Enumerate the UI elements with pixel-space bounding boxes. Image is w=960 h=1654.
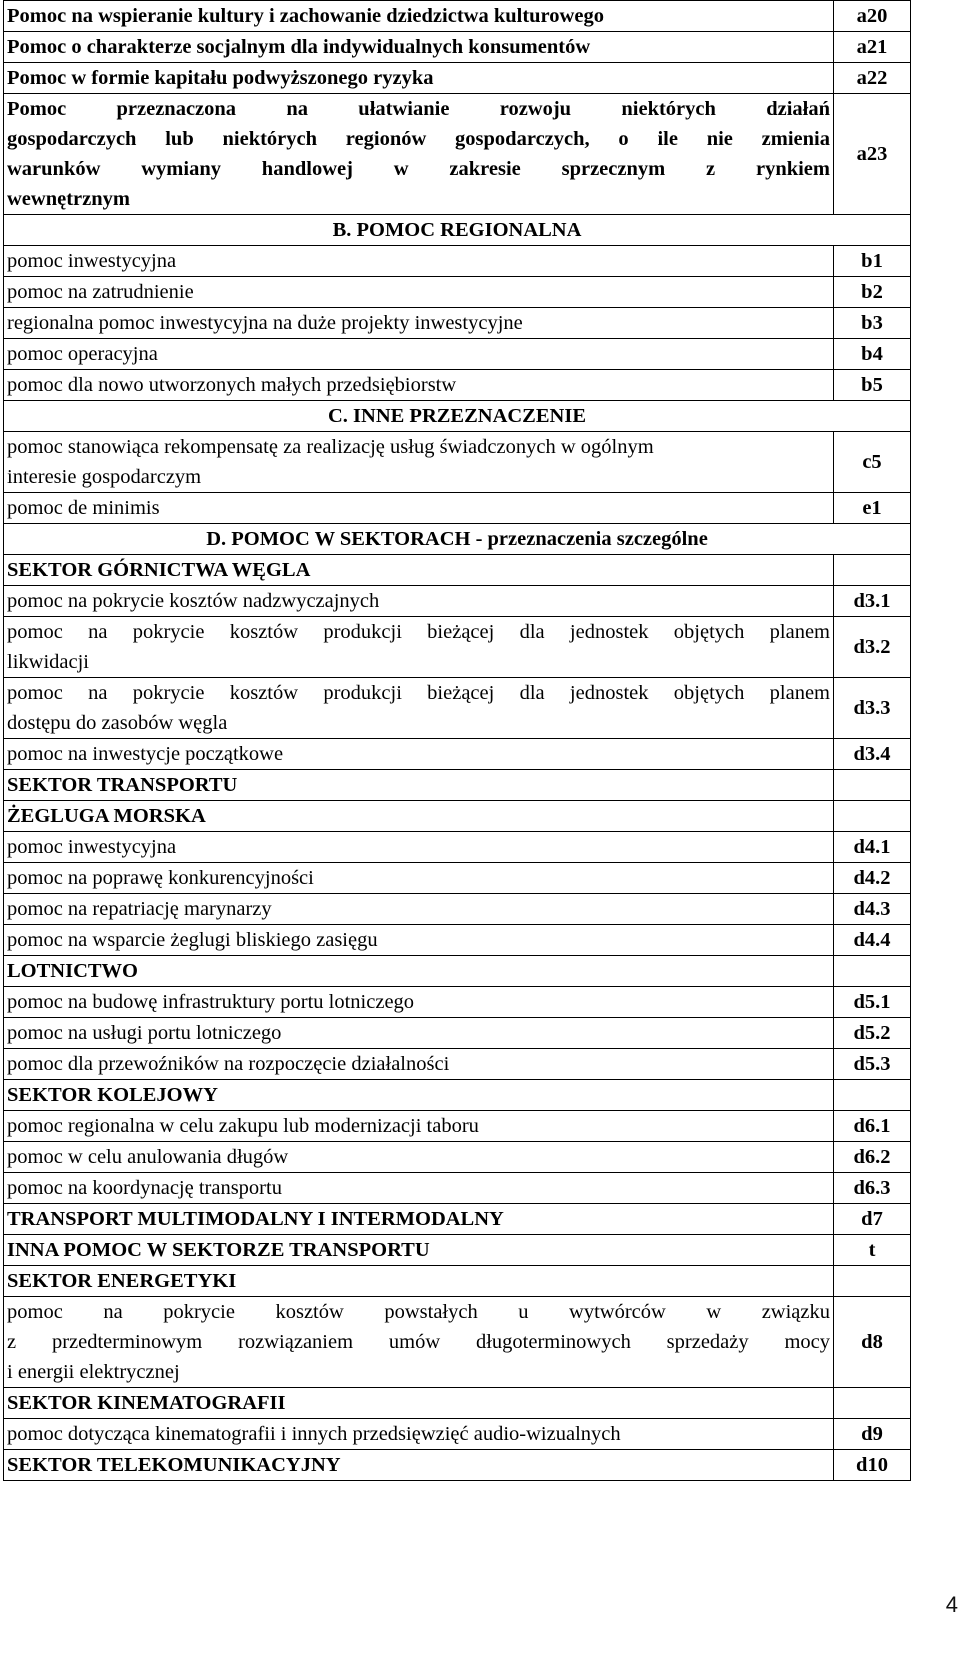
row-label-multiline	[4, 432, 834, 493]
row-label: pomoc na budowę infrastruktury portu lotniczego	[4, 987, 834, 1018]
section-heading-row	[4, 524, 911, 555]
table-row	[4, 586, 911, 617]
table-row	[4, 370, 911, 401]
table-row	[4, 739, 911, 770]
row-code: b5	[834, 370, 911, 401]
aid-purpose-table	[3, 0, 911, 1481]
row-label: Pomoc na wspieranie kultury i zachowanie dziedzictwa kulturowego	[4, 1, 834, 32]
page-number: 4	[945, 1592, 958, 1617]
row-code: d4.2	[834, 863, 911, 894]
row-label: Pomoc o charakterze socjalnym dla indywidualnych konsumentów	[4, 32, 834, 63]
empty-code-cell	[834, 770, 911, 801]
section-heading-row	[4, 401, 911, 432]
empty-code-cell	[834, 1388, 911, 1419]
row-code: d5.2	[834, 1018, 911, 1049]
row-code: b3	[834, 308, 911, 339]
subsection-heading-row	[4, 956, 911, 987]
table-row	[4, 894, 911, 925]
row-label: pomoc na wsparcie żeglugi bliskiego zasięgu	[4, 925, 834, 956]
row-code: a21	[834, 32, 911, 63]
row-label: pomoc inwestycyjna	[4, 246, 834, 277]
row-label: pomoc na repatriację marynarzy	[4, 894, 834, 925]
row-code: d8	[834, 1297, 911, 1388]
table-row	[4, 1173, 911, 1204]
row-label-line: dostępu do zasobów węgla	[7, 712, 228, 734]
row-label: pomoc dla nowo utworzonych małych przedsiębiorstw	[4, 370, 834, 401]
row-label-line: pomoc na pokrycie kosztów produkcji bieżącej dla jednostek objętych planem	[7, 621, 830, 643]
row-label-line: z przedterminowym rozwiązaniem umów długoterminowych sprzedaży mocy	[7, 1331, 830, 1353]
row-label: INNA POMOC W SEKTORZE TRANSPORTU	[4, 1235, 834, 1266]
row-code: a22	[834, 63, 911, 94]
table-row	[4, 32, 911, 63]
section-d-heading: D. POMOC W SEKTORACH - przeznaczenia szczególne	[4, 524, 911, 555]
table-row	[4, 1018, 911, 1049]
table-row	[4, 1204, 911, 1235]
row-code: a23	[834, 94, 911, 215]
section-c-heading: C. INNE PRZEZNACZENIE	[4, 401, 911, 432]
row-label-multiline	[4, 94, 834, 215]
row-code: d5.1	[834, 987, 911, 1018]
row-label-line: pomoc na pokrycie kosztów powstałych u wytwórców w związku	[7, 1301, 830, 1323]
row-label: pomoc na zatrudnienie	[4, 277, 834, 308]
row-label-line: Pomoc przeznaczona na ułatwianie rozwoju niektórych działań	[7, 98, 830, 120]
row-label-multiline	[4, 678, 834, 739]
row-label: pomoc na inwestycje początkowe	[4, 739, 834, 770]
row-label-line: i energii elektrycznej	[7, 1361, 180, 1383]
empty-code-cell	[834, 956, 911, 987]
row-code: d4.3	[834, 894, 911, 925]
subsection-heading-row	[4, 801, 911, 832]
empty-code-cell	[834, 801, 911, 832]
row-label-line: gospodarczych lub niektórych regionów gospodarczych, o ile nie zmienia	[7, 128, 830, 150]
subsection-heading-row	[4, 1388, 911, 1419]
table-row	[4, 617, 911, 678]
row-label: TRANSPORT MULTIMODALNY I INTERMODALNY	[4, 1204, 834, 1235]
row-label: pomoc na usługi portu lotniczego	[4, 1018, 834, 1049]
table-row	[4, 94, 911, 215]
table-row	[4, 308, 911, 339]
table-row	[4, 246, 911, 277]
row-code: b4	[834, 339, 911, 370]
table-row	[4, 1049, 911, 1080]
table-row	[4, 432, 911, 493]
table-row	[4, 1, 911, 32]
aviation-heading: LOTNICTWO	[4, 956, 834, 987]
row-label: pomoc na koordynację transportu	[4, 1173, 834, 1204]
row-code: d10	[834, 1450, 911, 1481]
row-code: d3.3	[834, 678, 911, 739]
table-row	[4, 925, 911, 956]
row-label: pomoc operacyjna	[4, 339, 834, 370]
row-label: pomoc na pokrycie kosztów nadzwyczajnych	[4, 586, 834, 617]
row-label-multiline	[4, 1297, 834, 1388]
row-code: d5.3	[834, 1049, 911, 1080]
row-label: pomoc na poprawę konkurencyjności	[4, 863, 834, 894]
row-code: c5	[834, 432, 911, 493]
table-row	[4, 63, 911, 94]
row-label: regionalna pomoc inwestycyjna na duże projekty inwestycyjne	[4, 308, 834, 339]
row-code: d6.2	[834, 1142, 911, 1173]
table-row	[4, 1142, 911, 1173]
row-label: SEKTOR TELEKOMUNIKACYJNY	[4, 1450, 834, 1481]
table-row	[4, 493, 911, 524]
table-row	[4, 987, 911, 1018]
row-label: pomoc regionalna w celu zakupu lub modernizacji taboru	[4, 1111, 834, 1142]
row-label-multiline	[4, 617, 834, 678]
table-row	[4, 1450, 911, 1481]
table-row	[4, 1419, 911, 1450]
row-label-line: pomoc stanowiąca rekompensatę za realizację usług świadczonych w ogólnym	[7, 436, 654, 458]
table-row	[4, 339, 911, 370]
table-row	[4, 1111, 911, 1142]
row-code: d4.4	[834, 925, 911, 956]
row-code: b2	[834, 277, 911, 308]
empty-code-cell	[834, 1080, 911, 1111]
row-code: e1	[834, 493, 911, 524]
row-label: pomoc w celu anulowania długów	[4, 1142, 834, 1173]
row-code: t	[834, 1235, 911, 1266]
shipping-heading: ŻEGLUGA MORSKA	[4, 801, 834, 832]
row-label-line: wewnętrznym	[7, 188, 130, 210]
subsection-heading-row	[4, 555, 911, 586]
row-label-line: pomoc na pokrycie kosztów produkcji bieżącej dla jednostek objętych planem	[7, 682, 830, 704]
row-label: pomoc dla przewoźników na rozpoczęcie działalności	[4, 1049, 834, 1080]
table-row	[4, 832, 911, 863]
row-label-line: warunków wymiany handlowej w zakresie sprzecznym z rynkiem	[7, 158, 830, 180]
row-label: pomoc dotycząca kinematografii i innych przedsięwzięć audio-wizualnych	[4, 1419, 834, 1450]
row-label: pomoc de minimis	[4, 493, 834, 524]
table-row	[4, 277, 911, 308]
row-label-line: likwidacji	[7, 651, 89, 673]
row-code: d3.1	[834, 586, 911, 617]
table-row	[4, 863, 911, 894]
transport-heading: SEKTOR TRANSPORTU	[4, 770, 834, 801]
cinema-heading: SEKTOR KINEMATOGRAFII	[4, 1388, 834, 1419]
section-heading-row	[4, 215, 911, 246]
row-code: b1	[834, 246, 911, 277]
row-code: d4.1	[834, 832, 911, 863]
table-row	[4, 678, 911, 739]
subsection-heading-row	[4, 770, 911, 801]
table-row	[4, 1235, 911, 1266]
table-row	[4, 1297, 911, 1388]
row-code: d7	[834, 1204, 911, 1235]
row-code: a20	[834, 1, 911, 32]
row-label: Pomoc w formie kapitału podwyższonego ryzyka	[4, 63, 834, 94]
empty-code-cell	[834, 1266, 911, 1297]
section-b-heading: B. POMOC REGIONALNA	[4, 215, 911, 246]
row-code: d3.4	[834, 739, 911, 770]
row-code: d6.3	[834, 1173, 911, 1204]
row-code: d6.1	[834, 1111, 911, 1142]
energy-heading: SEKTOR ENERGETYKI	[4, 1266, 834, 1297]
row-code: d3.2	[834, 617, 911, 678]
mining-heading: SEKTOR GÓRNICTWA WĘGLA	[4, 555, 834, 586]
row-label: pomoc inwestycyjna	[4, 832, 834, 863]
row-label-line: interesie gospodarczym	[7, 466, 202, 488]
rail-heading: SEKTOR KOLEJOWY	[4, 1080, 834, 1111]
empty-code-cell	[834, 555, 911, 586]
subsection-heading-row	[4, 1266, 911, 1297]
subsection-heading-row	[4, 1080, 911, 1111]
row-code: d9	[834, 1419, 911, 1450]
